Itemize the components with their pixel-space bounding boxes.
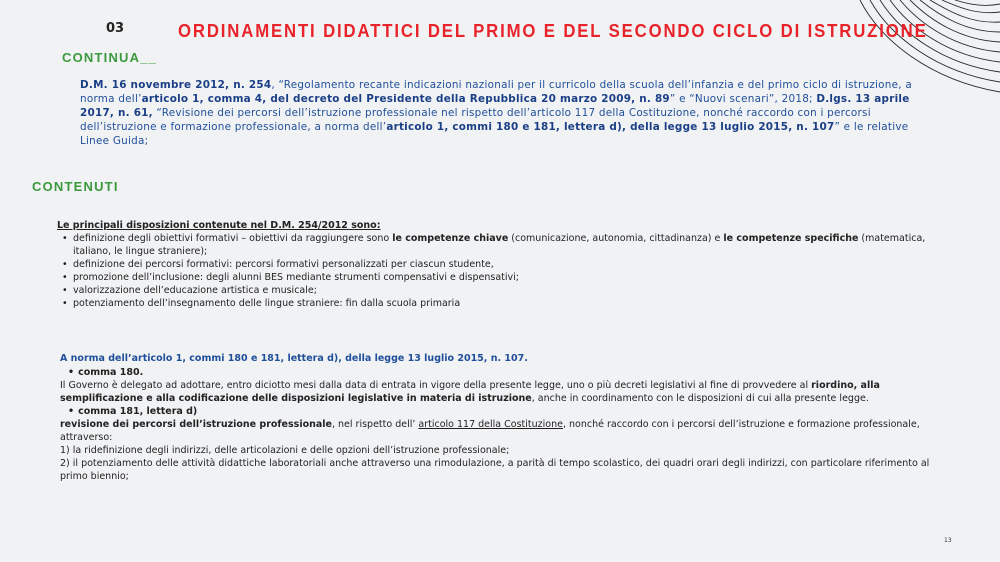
intro-text: ” e le relative Linee Guida; — [80, 121, 909, 147]
comma-180-label: • comma 180. — [68, 367, 144, 378]
intro-text: ” e “Nuovi scenari”, 2018; — [669, 93, 817, 105]
comma-180-text: Il Governo è delegato ad adottare, entro diciotto mesi dalla data di entrata in vigore della presente legge, uno o più decreti legislativi al fine di provvedere al riordino, alla semplificazione e alla codificazione delle disposizioni legislative in materia di istruzione, anche in coordinamento con le disposizioni di cui alla presente legge. — [60, 380, 880, 404]
continua-label: CONTINUA__ — [62, 50, 158, 65]
list-item: • valorizzazione dell’educazione artistica e musicale; — [73, 284, 937, 297]
comma-181-label: • comma 181, lettera d) — [68, 406, 198, 417]
page-number: 13 — [944, 537, 952, 544]
dispositions-heading: Le principali disposizioni contenute nel D.M. 254/2012 sono: — [57, 220, 381, 231]
norma-heading: A norma dell’articolo 1, commi 180 e 181, lettera d), della legge 13 luglio 2015, n. 107. — [60, 353, 528, 364]
point-1: 1) la ridefinizione degli indirizzi, delle articolazioni e delle opzioni dell’istruzione professionale; — [60, 445, 510, 456]
list-item: • potenziamento dell’insegnamento delle lingue straniere: fin dalla scuola primaria — [73, 297, 937, 310]
intro-dm-ref: D.M. 16 novembre 2012, n. 254 — [80, 79, 272, 91]
intro-dlgs-ref: D.lgs. 13 aprile 2017, n. 61, — [80, 93, 910, 119]
contenuti-label: CONTENUTI — [32, 179, 119, 194]
page-title: ORDINAMENTI DIDATTICI DEL PRIMO E DEL SECONDO CICLO DI ISTRUZIONE — [178, 21, 928, 41]
list-item: • definizione dei percorsi formativi: percorsi formativi personalizzati per ciascun studente, — [73, 258, 937, 271]
point-2: 2) il potenziamento delle attività didattiche laboratoriali anche attraverso una rimodulazione, a parità di tempo scolastico, dei quadri orari degli indirizzi, con particolare riferimento al primo biennio; — [60, 458, 930, 482]
intro-dpr-ref: articolo 1, comma 4, del decreto del Presidente della Repubblica 20 marzo 2009, n. 89 — [141, 93, 670, 105]
norma-block — [60, 352, 940, 483]
costituzione-link[interactable]: articolo 117 della Costituzione — [418, 419, 563, 430]
list-item: • definizione degli obiettivi formativi – obiettivi da raggiungere sono le competenze chiave (comunicazione, autonomia, cittadinanza) e le competenze specifiche (matematica, italiano, le lingue straniere); — [73, 232, 937, 258]
intro-law-ref: articolo 1, commi 180 e 181, lettera d), della legge 13 luglio 2015, n. 107 — [386, 121, 835, 133]
comma-181-text: revisione dei percorsi dell’istruzione professionale, nel rispetto dell’ articolo 117 della Costituzione, nonché raccordo con i percorsi dell’istruzione e formazione professionale, attraverso: — [60, 419, 920, 443]
list-item: • promozione dell’inclusione: degli alunni BES mediante strumenti compensativi e dispensativi; — [73, 271, 937, 284]
slide-number: 03 — [106, 21, 125, 36]
dispositions-list — [57, 232, 937, 310]
intro-paragraph — [80, 78, 940, 148]
dispositions-block — [57, 219, 937, 310]
intro-text: , “Regolamento recante indicazioni nazionali per il curricolo della scuola dell’infanzia e del primo ciclo di istruzione, a norma dell’ — [80, 79, 912, 105]
intro-text: “Revisione dei percorsi dell’istruzione professionale nel rispetto dell’articolo 117 della Costituzione, nonché raccordo con i percorsi dell’istruzione e formazione professionale, a norma dell’ — [80, 107, 871, 133]
